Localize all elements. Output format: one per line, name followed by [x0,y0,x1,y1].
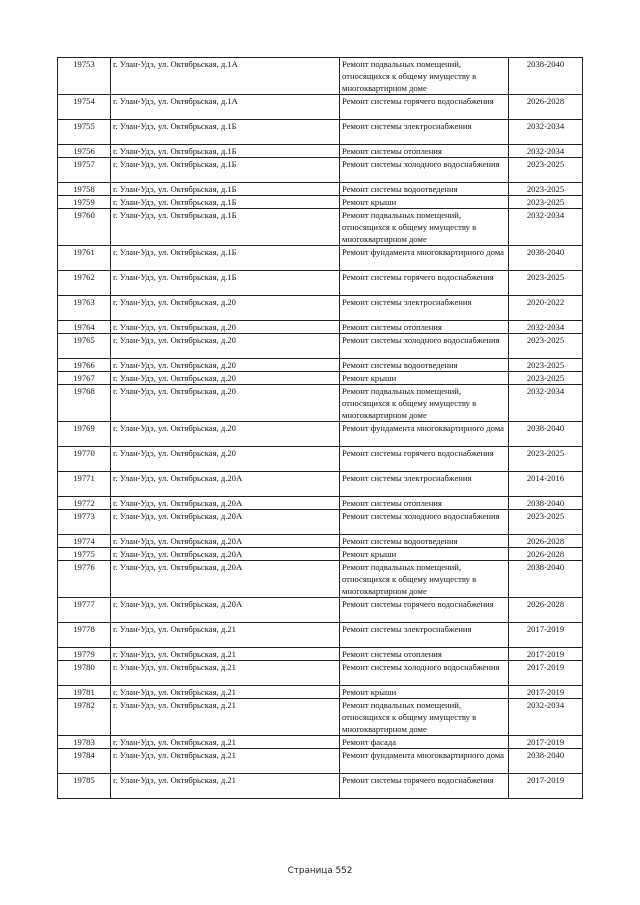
row-work-type: Ремонт системы холодного водоснабжения [340,158,509,183]
table-row [58,699,583,736]
row-number: 19754 [58,95,111,120]
row-work-type: Ремонт системы отопления [340,145,509,158]
row-period: 2026-2028 [509,598,583,623]
row-number: 19775 [58,548,111,561]
row-address: г. Улан-Удэ, ул. Октябрьская, д.1Б [111,145,340,158]
row-number: 19758 [58,183,111,196]
table-row [58,196,583,209]
row-number: 19762 [58,271,111,296]
row-number: 19759 [58,196,111,209]
table-row [58,561,583,598]
table-row [58,271,583,296]
row-address: г. Улан-Удэ, ул. Октябрьская, д.21 [111,686,340,699]
row-period: 2023-2025 [509,359,583,372]
table-row [58,661,583,686]
row-work-type: Ремонт фундамента многоквартирного дома [340,246,509,271]
row-period: 2026-2028 [509,535,583,548]
row-work-type: Ремонт системы холодного водоснабжения [340,334,509,359]
row-period: 2038-2040 [509,749,583,774]
row-address: г. Улан-Удэ, ул. Октябрьская, д.1Б [111,158,340,183]
row-work-type: Ремонт системы горячего водоснабжения [340,271,509,296]
row-period: 2023-2025 [509,183,583,196]
row-period: 2038-2040 [509,422,583,447]
table-row [58,95,583,120]
row-work-type: Ремонт подвальных помещений, относящихся к общему имуществу в многоквартирном доме [340,58,509,95]
row-work-type: Ремонт крыши [340,372,509,385]
row-work-type: Ремонт подвальных помещений, относящихся к общему имуществу в многоквартирном доме [340,699,509,736]
table-row [58,334,583,359]
repair-schedule-table [57,57,583,799]
row-period: 2017-2019 [509,736,583,749]
row-number: 19768 [58,385,111,422]
row-number: 19770 [58,447,111,472]
table-row [58,497,583,510]
row-address: г. Улан-Удэ, ул. Октябрьская, д.20 [111,359,340,372]
table-row [58,321,583,334]
row-work-type: Ремонт системы горячего водоснабжения [340,447,509,472]
row-work-type: Ремонт системы электроснабжения [340,472,509,497]
row-number: 19785 [58,774,111,799]
table-row [58,209,583,246]
table-row [58,422,583,447]
row-period: 2017-2019 [509,686,583,699]
row-work-type: Ремонт фундамента многоквартирного дома [340,422,509,447]
row-work-type: Ремонт системы водоотведения [340,183,509,196]
row-address: г. Улан-Удэ, ул. Октябрьская, д.1Б [111,246,340,271]
row-period: 2023-2025 [509,372,583,385]
table-row [58,447,583,472]
row-number: 19767 [58,372,111,385]
row-address: г. Улан-Удэ, ул. Октябрьская, д.20 [111,321,340,334]
row-address: г. Улан-Удэ, ул. Октябрьская, д.1Б [111,120,340,145]
row-period: 2026-2028 [509,548,583,561]
row-period: 2017-2019 [509,661,583,686]
row-period: 2017-2019 [509,623,583,648]
row-address: г. Улан-Удэ, ул. Октябрьская, д.1Б [111,209,340,246]
row-address: г. Улан-Удэ, ул. Октябрьская, д.20 [111,385,340,422]
row-work-type: Ремонт крыши [340,196,509,209]
page-number: Страница 552 [287,866,353,876]
row-work-type: Ремонт системы водоотведения [340,359,509,372]
row-number: 19766 [58,359,111,372]
row-work-type: Ремонт системы горячего водоснабжения [340,774,509,799]
row-address: г. Улан-Удэ, ул. Октябрьская, д.20А [111,598,340,623]
row-address: г. Улан-Удэ, ул. Октябрьская, д.20 [111,296,340,321]
row-period: 2023-2025 [509,447,583,472]
row-period: 2038-2040 [509,58,583,95]
table-row [58,158,583,183]
row-address: г. Улан-Удэ, ул. Октябрьская, д.20А [111,472,340,497]
row-number: 19774 [58,535,111,548]
row-number: 19771 [58,472,111,497]
table-row [58,535,583,548]
row-period: 2032-2034 [509,321,583,334]
table-row [58,472,583,497]
row-work-type: Ремонт системы отопления [340,648,509,661]
table-row [58,246,583,271]
row-period: 2026-2028 [509,95,583,120]
row-period: 2038-2040 [509,497,583,510]
row-address: г. Улан-Удэ, ул. Октябрьская, д.21 [111,699,340,736]
row-number: 19760 [58,209,111,246]
row-period: 2023-2025 [509,271,583,296]
row-period: 2032-2034 [509,145,583,158]
row-address: г. Улан-Удэ, ул. Октябрьская, д.21 [111,749,340,774]
row-address: г. Улан-Удэ, ул. Октябрьская, д.21 [111,736,340,749]
row-number: 19764 [58,321,111,334]
table-row [58,120,583,145]
row-work-type: Ремонт фасада [340,736,509,749]
row-number: 19772 [58,497,111,510]
row-address: г. Улан-Удэ, ул. Октябрьская, д.20 [111,372,340,385]
row-number: 19784 [58,749,111,774]
row-address: г. Улан-Удэ, ул. Октябрьская, д.21 [111,648,340,661]
table-body [58,58,583,799]
row-work-type: Ремонт системы горячего водоснабжения [340,598,509,623]
row-work-type: Ремонт подвальных помещений, относящихся к общему имуществу в многоквартирном доме [340,385,509,422]
table-row [58,372,583,385]
row-period: 2032-2034 [509,699,583,736]
row-address: г. Улан-Удэ, ул. Октябрьская, д.21 [111,623,340,648]
row-number: 19779 [58,648,111,661]
row-address: г. Улан-Удэ, ул. Октябрьская, д.20А [111,561,340,598]
row-number: 19780 [58,661,111,686]
row-period: 2032-2034 [509,120,583,145]
table-row [58,648,583,661]
row-number: 19756 [58,145,111,158]
row-work-type: Ремонт системы водоотведения [340,535,509,548]
row-address: г. Улан-Удэ, ул. Октябрьская, д.20А [111,510,340,535]
row-number: 19757 [58,158,111,183]
row-number: 19781 [58,686,111,699]
row-period: 2032-2034 [509,209,583,246]
row-work-type: Ремонт подвальных помещений, относящихся к общему имуществу в многоквартирном доме [340,561,509,598]
row-address: г. Улан-Удэ, ул. Октябрьская, д.1Б [111,196,340,209]
row-period: 2023-2025 [509,196,583,209]
table-row [58,385,583,422]
row-period: 2032-2034 [509,385,583,422]
row-number: 19773 [58,510,111,535]
row-address: г. Улан-Удэ, ул. Октябрьская, д.20А [111,497,340,510]
row-address: г. Улан-Удэ, ул. Октябрьская, д.21 [111,661,340,686]
row-period: 2038-2040 [509,561,583,598]
row-address: г. Улан-Удэ, ул. Октябрьская, д.1А [111,58,340,95]
table-row [58,774,583,799]
row-work-type: Ремонт системы отопления [340,321,509,334]
row-number: 19763 [58,296,111,321]
row-period: 2020-2022 [509,296,583,321]
table-row [58,510,583,535]
row-number: 19776 [58,561,111,598]
table-row [58,145,583,158]
row-number: 19783 [58,736,111,749]
row-work-type: Ремонт системы электроснабжения [340,120,509,145]
row-period: 2038-2040 [509,246,583,271]
table-row [58,623,583,648]
row-number: 19778 [58,623,111,648]
row-address: г. Улан-Удэ, ул. Октябрьская, д.20А [111,535,340,548]
row-period: 2023-2025 [509,158,583,183]
row-address: г. Улан-Удэ, ул. Октябрьская, д.1Б [111,271,340,296]
row-number: 19769 [58,422,111,447]
table-row [58,548,583,561]
row-period: 2023-2025 [509,510,583,535]
table-row [58,359,583,372]
row-work-type: Ремонт системы холодного водоснабжения [340,661,509,686]
row-work-type: Ремонт крыши [340,548,509,561]
row-address: г. Улан-Удэ, ул. Октябрьская, д.21 [111,774,340,799]
row-address: г. Улан-Удэ, ул. Октябрьская, д.20 [111,422,340,447]
row-number: 19765 [58,334,111,359]
row-work-type: Ремонт системы электроснабжения [340,296,509,321]
row-period: 2023-2025 [509,334,583,359]
row-work-type: Ремонт подвальных помещений, относящихся к общему имуществу в многоквартирном доме [340,209,509,246]
row-number: 19782 [58,699,111,736]
row-work-type: Ремонт системы отопления [340,497,509,510]
row-number: 19777 [58,598,111,623]
table-row [58,296,583,321]
row-period: 2014-2016 [509,472,583,497]
table-row [58,686,583,699]
table-row [58,736,583,749]
row-work-type: Ремонт фундамента многоквартирного дома [340,749,509,774]
table-row [58,749,583,774]
row-period: 2017-2019 [509,648,583,661]
row-address: г. Улан-Удэ, ул. Октябрьская, д.20 [111,334,340,359]
row-number: 19753 [58,58,111,95]
row-number: 19761 [58,246,111,271]
table-row [58,183,583,196]
row-address: г. Улан-Удэ, ул. Октябрьская, д.1А [111,95,340,120]
row-work-type: Ремонт системы электроснабжения [340,623,509,648]
row-address: г. Улан-Удэ, ул. Октябрьская, д.20 [111,447,340,472]
row-period: 2017-2019 [509,774,583,799]
table-row [58,598,583,623]
row-work-type: Ремонт системы холодного водоснабжения [340,510,509,535]
row-address: г. Улан-Удэ, ул. Октябрьская, д.20А [111,548,340,561]
row-work-type: Ремонт системы горячего водоснабжения [340,95,509,120]
table-row [58,58,583,95]
row-address: г. Улан-Удэ, ул. Октябрьская, д.1Б [111,183,340,196]
row-number: 19755 [58,120,111,145]
row-work-type: Ремонт крыши [340,686,509,699]
